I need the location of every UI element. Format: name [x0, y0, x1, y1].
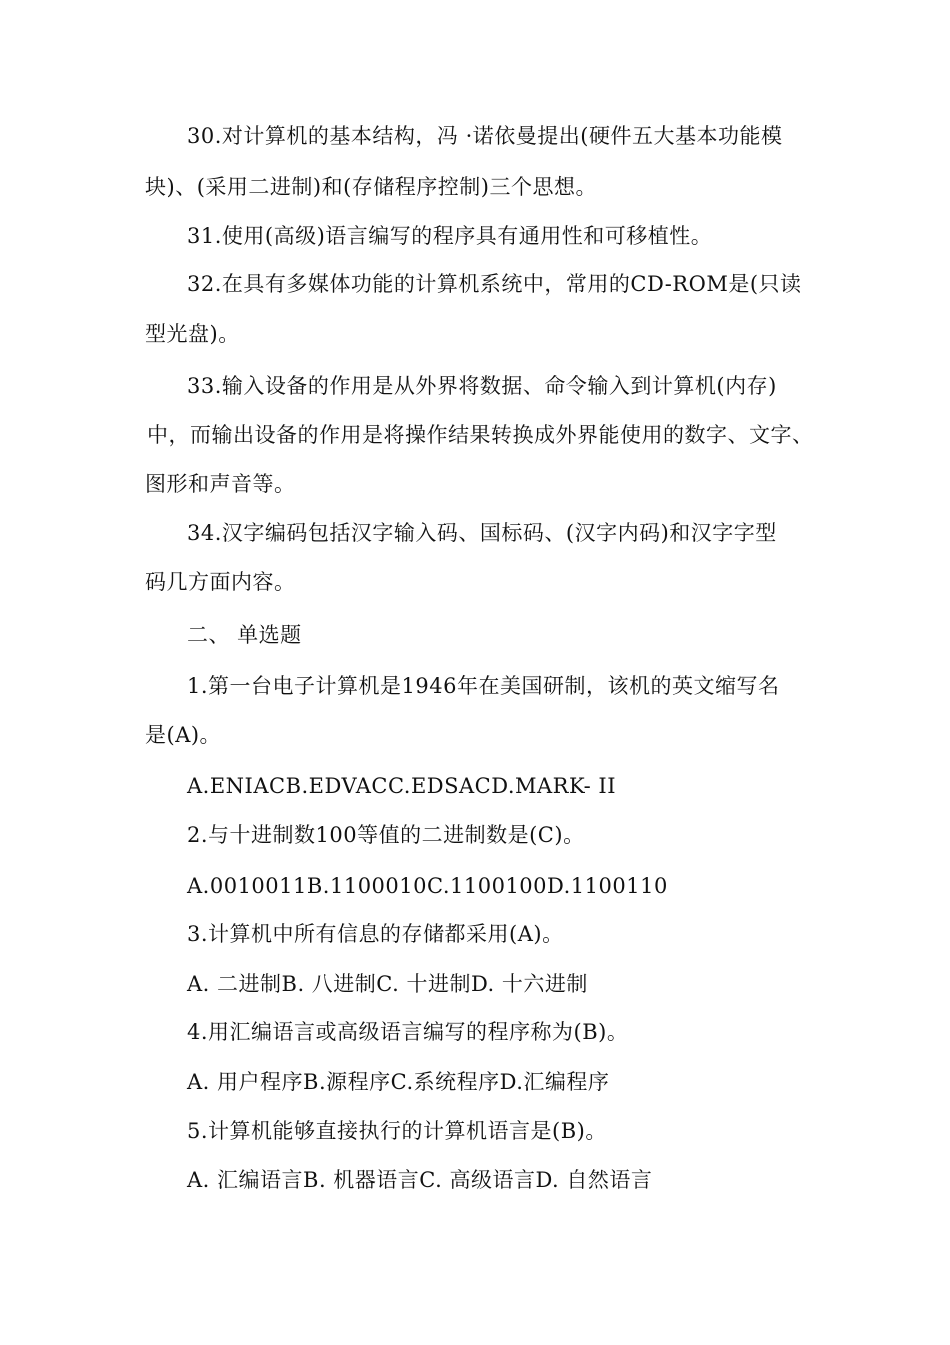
- question-33-line-2: 中，而输出设备的作用是将操作结果转换成外界能使用的数字、文字、: [147, 423, 814, 447]
- mc-question-5: 5.计算机能够直接执行的计算机语言是(B)。: [187, 1119, 607, 1143]
- question-34-line-2: 码几方面内容。: [145, 570, 296, 594]
- section-heading: 二、 单选题: [187, 623, 302, 647]
- question-30-line-2: 块)、(采用二进制)和(存储程序控制)三个思想。: [145, 175, 597, 199]
- question-33-line-3: 图形和声音等。: [145, 472, 296, 496]
- mc-question-3-options: A. 二进制B. 八进制C. 十进制D. 十六进制: [187, 972, 588, 996]
- mc-question-4: 4.用汇编语言或高级语言编写的程序称为(B)。: [187, 1020, 629, 1044]
- question-34-line-1: 34.汉字编码包括汉字输入码、国标码、(汉字内码)和汉字字型: [187, 521, 777, 545]
- mc-question-3: 3.计算机中所有信息的存储都采用(A)。: [187, 922, 564, 946]
- mc-question-1-line-1: 1.第一台电子计算机是1946年在美国研制，该机的英文缩写名: [187, 674, 780, 698]
- question-31-line: 31.使用(高级)语言编写的程序具有通用性和可移植性。: [187, 224, 713, 248]
- question-33-line-1: 33.输入设备的作用是从外界将数据、命令输入到计算机(内存): [187, 374, 777, 398]
- mc-question-2: 2.与十进制数100等值的二进制数是(C)。: [187, 823, 585, 847]
- mc-question-5-options: A. 汇编语言B. 机器语言C. 高级语言D. 自然语言: [187, 1168, 653, 1192]
- question-30-line-1: 30.对计算机的基本结构，冯 ·诺依曼提出(硬件五大基本功能模: [187, 124, 783, 148]
- question-32-line-2: 型光盘)。: [145, 322, 240, 346]
- mc-question-4-options: A. 用户程序B.源程序C.系统程序D.汇编程序: [187, 1070, 610, 1094]
- mc-question-2-options: A.0010011B.1100010C.1100100D.1100110: [187, 874, 668, 898]
- question-32-line-1: 32.在具有多媒体功能的计算机系统中，常用的CD-ROM是(只读: [187, 272, 802, 296]
- mc-question-1-line-2: 是(A)。: [145, 723, 222, 747]
- mc-question-1-options: A.ENIACB.EDVACC.EDSACD.MARK- II: [187, 774, 616, 798]
